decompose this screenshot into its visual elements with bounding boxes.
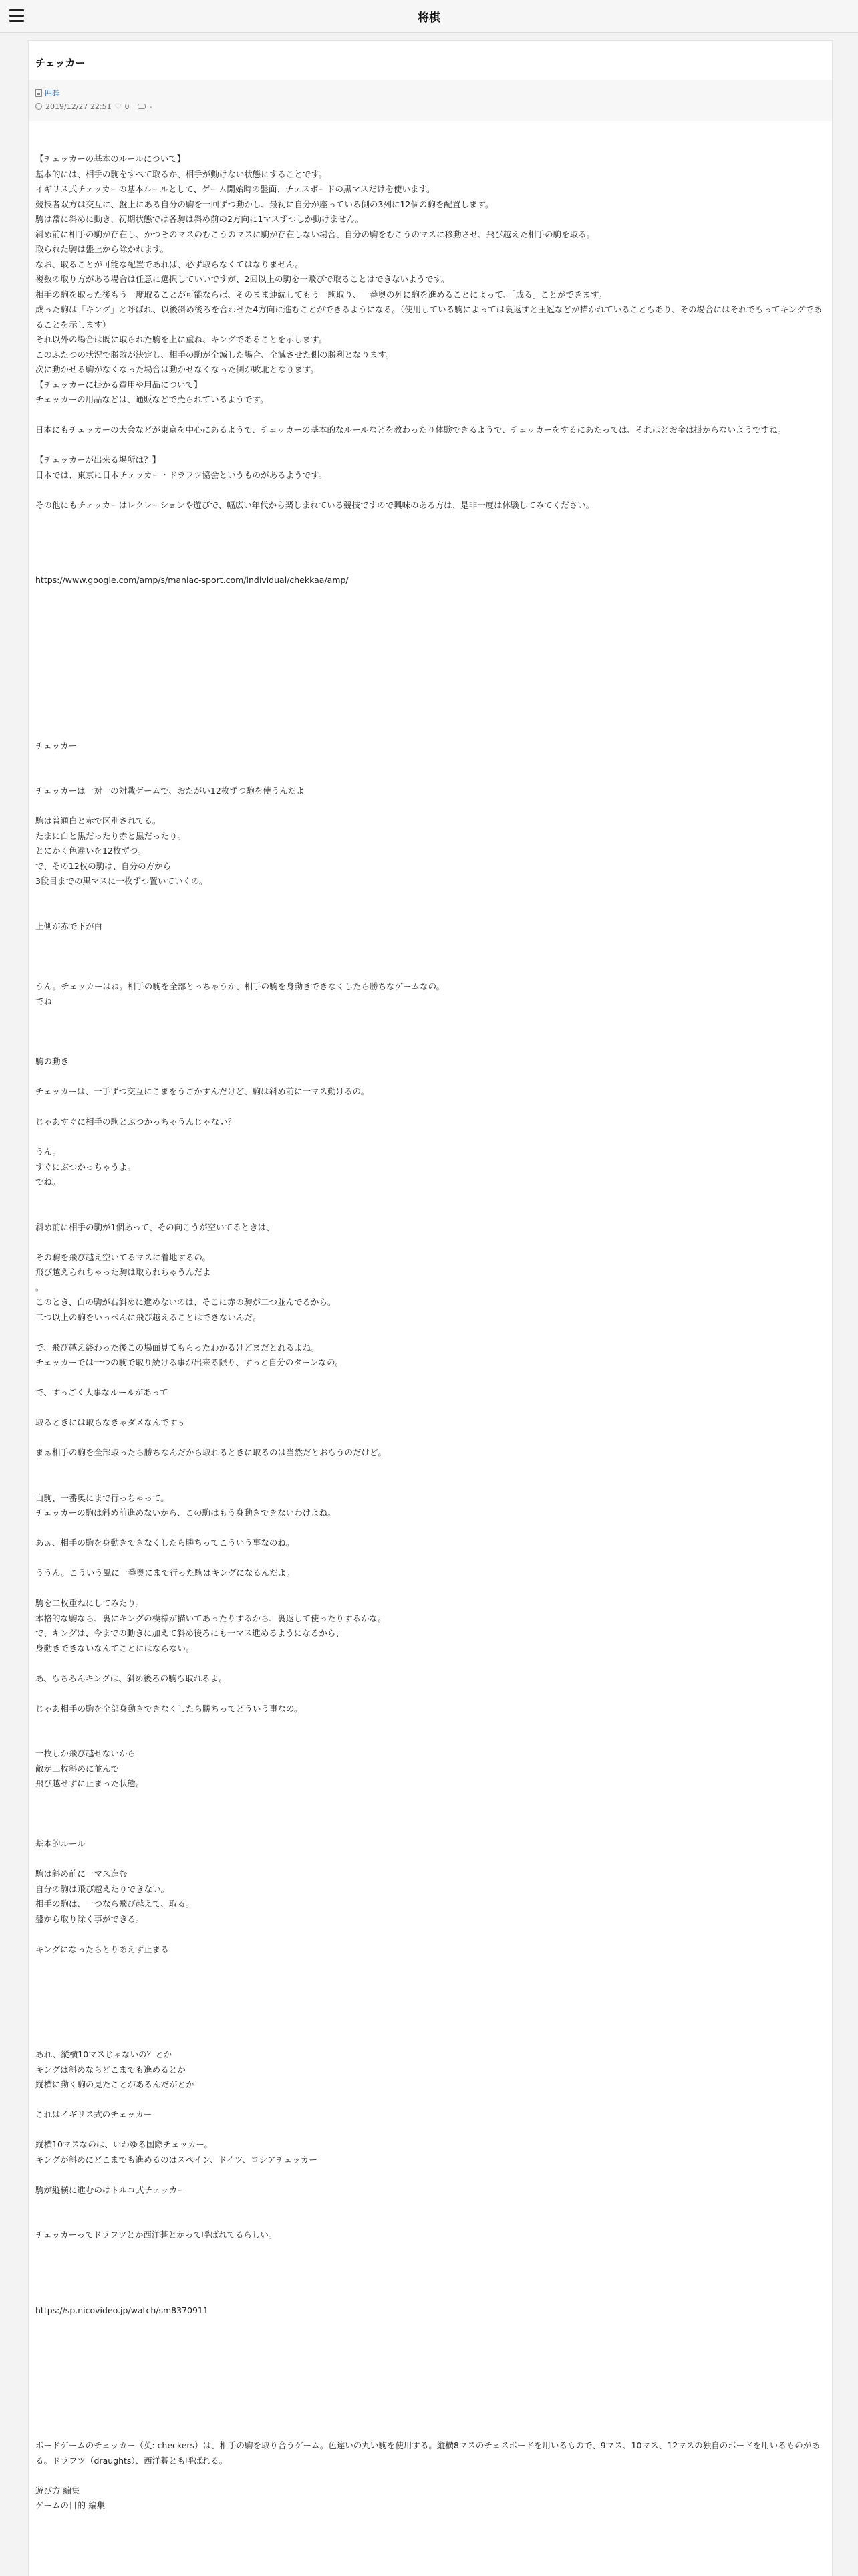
- article-line: [35, 2123, 825, 2138]
- article-line: [35, 1957, 825, 1972]
- article-body: [29, 121, 832, 2514]
- article-line: [35, 1010, 825, 1025]
- article-line: あ、もちろんキングは、斜め後ろの駒も取れるよ。: [35, 1673, 227, 1683]
- article-line: [35, 1325, 825, 1340]
- hamburger-menu-icon[interactable]: [9, 9, 24, 23]
- article-line: [35, 679, 825, 694]
- article-line: [35, 438, 825, 453]
- article-line: ボードゲームのチェッカー（英: checkers）は、相手の駒を取り合うゲーム。色違いの丸い駒を使用する。縦横8マスのチェスボードを用いるもので、9マス、10マス、12マスの独自のボードを用いるものがある。ドラフツ（draughts）、西洋碁とも呼ばれる。: [35, 2440, 820, 2466]
- article-line: 敵が二枚斜めに並んで: [35, 1763, 120, 1774]
- article-link[interactable]: https://www.google.com/amp/s/maniac-sport.com/individual/chekkaa/amp/: [35, 575, 349, 585]
- site-title: 将棋: [418, 11, 440, 25]
- article-line: で、キングは、今までの動きに加えて斜め後ろにも一マス進めるようになるから、: [35, 1628, 344, 1638]
- article-line: [35, 1371, 825, 1386]
- article-line: [35, 513, 825, 528]
- article-line: 取られた駒は盤上から除かれます。: [35, 244, 169, 254]
- heart-icon[interactable]: ♡: [114, 102, 122, 111]
- article-line: 基本的ルール: [35, 1839, 86, 1849]
- article-line: [35, 2168, 825, 2183]
- article-line: 複数の取り方がある場合は任意に選択していいですが、2回以上の駒を一飛びで取ることはできないようです。: [35, 274, 450, 284]
- article-line: 相手の駒を取った後もう一度取ることが可能ならば、そのまま連続してもう一駒取り、一番奥の列に駒を進めることによって、「成る」ことができます。: [35, 289, 607, 300]
- article-line: チェッカーは、一手ずつ交互にこまをうごかすんだけど、駒は斜め前に一マス動けるの。: [35, 1086, 370, 1096]
- article-line: [35, 2393, 825, 2409]
- article-line: [35, 709, 825, 724]
- comment-icon[interactable]: [138, 104, 146, 109]
- article-line: じゃあすぐに相手の駒とぶつかっちゃうんじゃない？: [35, 1117, 237, 1127]
- article-line: このとき、白の駒が右斜めに進めないのは、そこに赤の駒が二つ並んでるから。: [35, 1297, 336, 1307]
- article-line: [35, 2032, 825, 2048]
- article-line: チェッカーは一対一の対戦ゲームで、おたがい12枚ずつ駒を使うんだよ: [35, 786, 305, 796]
- article-line: [35, 2348, 825, 2363]
- category-icon: [35, 89, 42, 97]
- article-line: チェッカーの駒は斜め前進めないから、この駒はもう身動きできないわけよね。: [35, 1508, 336, 1518]
- article-line: キングになったらとりあえず止まる: [35, 1944, 169, 1954]
- article-line: [35, 723, 825, 739]
- article-line: 競技者双方は交互に、盤上にある自分の駒を一回ずつ動かし、最初に自分が座っている側の3列に12個の駒を配置します。: [35, 199, 494, 209]
- article-line: [35, 753, 825, 769]
- article-line: 3段目までの黒マスに一枚ずつ置いていくの。: [35, 876, 208, 886]
- article-line: [35, 1927, 825, 1942]
- article-line: [35, 2288, 825, 2303]
- post-meta: [29, 80, 832, 121]
- article-line: [35, 2017, 825, 2032]
- article-line: [35, 1024, 825, 1040]
- article-line: [35, 889, 825, 905]
- article-line: [35, 1716, 825, 1732]
- article-line: [35, 2273, 825, 2289]
- article-line: 斜め前に相手の駒が存在し、かつそのマスのむこうのマスに駒が存在しない場合、自分の駒をむこうのマスに移動させ、飛び越えた相手の駒を取る。: [35, 229, 595, 239]
- article-line: [35, 2258, 825, 2273]
- article-line: 斜め前に相手の駒が1個あって、その向こうが空いてるときは、: [35, 1221, 275, 1232]
- article-line: 成った駒は「キング」と呼ばれ、以後斜め後ろを合わせた4方向に進むことができるようになる。（使用している駒によっては裏返すと王冠などが描かれていることもあり、その場合にはそれでもってキングであることを示します）: [35, 304, 822, 330]
- article-line: [35, 1972, 825, 1988]
- article-line: 駒を二枚重ねにしてみたり。: [35, 1598, 144, 1608]
- article-line: キングが斜めにどこまでも進めるのはスペイン、ドイツ、ロシアチェッカー: [35, 2154, 317, 2165]
- article-line: [35, 1822, 825, 1837]
- article-line: でね: [35, 996, 53, 1006]
- article-line: 駒が縦横に進むのはトルコ式チェッカー: [35, 2184, 186, 2195]
- top-bar: [0, 0, 858, 33]
- post-date: 2019/12/27 22:51: [45, 102, 112, 111]
- article-line: [35, 2424, 825, 2439]
- article-line: [35, 408, 825, 423]
- article-line: [35, 964, 825, 979]
- article-line: [35, 1581, 825, 1597]
- article-line: ううん。こういう風に一番奥にまで行った駒はキングになるんだよ。: [35, 1568, 295, 1578]
- article-line: [35, 2093, 825, 2108]
- article-line: イギリス式チェッカーの基本ルールとして、ゲーム開始時の盤面、チェスボードの黒マスだけを使います。: [35, 184, 435, 194]
- article-line: [35, 1852, 825, 1867]
- article-line: 縦横10マスなのは、いわゆる国際チェッカー。: [35, 2139, 213, 2149]
- article-line: たまに白と黒だったり赤と黒だったり。: [35, 830, 186, 841]
- post-info: [35, 101, 825, 112]
- article-line: [35, 2378, 825, 2393]
- article-line: [35, 528, 825, 544]
- article-line: [35, 934, 825, 949]
- article-line: 飛び越せずに止まった状態。: [35, 1778, 144, 1788]
- article-line: [35, 1130, 825, 1145]
- article-line: なお、取ることが可能な配置であれば、必ず取らなくてはなりません。: [35, 259, 303, 269]
- clock-icon: [35, 103, 42, 110]
- article-line: 駒は斜め前に一マス進む: [35, 1869, 128, 1879]
- article-line: 上側が赤で下が白: [35, 921, 103, 931]
- article-line: [35, 543, 825, 558]
- category-link[interactable]: [35, 88, 825, 98]
- article-line: [35, 618, 825, 634]
- article-line: [35, 1686, 825, 1702]
- article-link[interactable]: https://sp.nicovideo.jp/watch/sm8370911: [35, 2305, 208, 2315]
- article-line: ゲームの目的 編集: [35, 2500, 105, 2510]
- article-line: [35, 2198, 825, 2213]
- article-line: [35, 2468, 825, 2484]
- article-line: すぐにぶつかっちゃうよ。: [35, 1161, 136, 1172]
- article-line: あれ、縦横10マスじゃないの？とか: [35, 2049, 172, 2059]
- article-line: [35, 2408, 825, 2424]
- article-line: 遊び方 編集: [35, 2485, 80, 2496]
- article-line: チェッカー: [35, 740, 78, 751]
- article-line: 日本にもチェッカーの大会などが東京を中心にあるようで、チェッカーの基本的なルールなどを教わったり体験できるようで、チェッカーをするにあたっては、それほどお金は掛からないようですね。: [35, 425, 786, 435]
- article-line: 【チェッカーに掛かる費用や用品について】: [35, 379, 202, 390]
- article-line: 二つ以上の駒をいっぺんに飛び越えることはできないんだ。: [35, 1312, 261, 1322]
- article-line: でね。: [35, 1177, 61, 1187]
- article-line: あぁ、相手の駒を身動きできなくしたら勝ちってこういう事なのね。: [35, 1538, 295, 1548]
- article-line: [35, 633, 825, 649]
- article-line: [35, 1190, 825, 1205]
- article-line: [35, 2213, 825, 2228]
- article-line: 駒は常に斜めに動き、初期状態では各駒は斜め前の2方向に1マスずつしか動けません。: [35, 214, 364, 224]
- article-line: その他にもチェッカーはレクレーションや遊びで、幅広い年代から楽しまれている競技ですので興味のある方は、是非一度は体験してみてください。: [35, 499, 595, 510]
- article-line: うん。: [35, 1147, 61, 1157]
- article-line: キングは斜めならどこまでも進めるとか: [35, 2064, 186, 2075]
- post-title: チェッカー: [35, 57, 86, 69]
- article-line: 取るときには取らなきゃダメなんですぅ: [35, 1417, 186, 1427]
- article-line: 盤から取り除く事ができる。: [35, 1913, 144, 1924]
- like-count: 0: [124, 102, 130, 111]
- article-line: [35, 2243, 825, 2258]
- article-line: [35, 588, 825, 604]
- article-line: [35, 1551, 825, 1566]
- article-line: [35, 904, 825, 919]
- article-line: 飛び越えられちゃった駒は取られちゃうんだよ: [35, 1267, 211, 1277]
- article-line: [35, 1040, 825, 1055]
- article-line: [35, 769, 825, 784]
- article-line: まぁ相手の駒を全部取ったら勝ちなんだから取れるときに取るのは当然だとおもうのだけど。: [35, 1447, 387, 1457]
- article-line: 縦横に動く駒の見たことがあるんだがとか: [35, 2079, 194, 2089]
- article-line: チェッカーでは一つの駒で取り続ける事が出来る限り、ずっと自分のターンなの。: [35, 1357, 343, 1367]
- article-line: [35, 558, 825, 574]
- article-line: [35, 649, 825, 664]
- article-line: [35, 603, 825, 618]
- article-line: とにかく色違いを12枚ずつ。: [35, 846, 146, 856]
- article-line: これはイギリス式のチェッカー: [35, 2109, 152, 2119]
- article-line: 身動きできないなんてことにはならない。: [35, 1643, 194, 1653]
- article-line: [35, 799, 825, 814]
- article-line: で、その12枚の駒は、自分の方から: [35, 860, 172, 871]
- article-line: 本格的な駒なら、裏にキングの模様が描いてあったりするから、裏返して使ったりするかな。: [35, 1613, 386, 1623]
- article-line: このふたつの状況で勝敗が決定し、相手の駒が全滅した場合、全滅させた側の勝利となります。: [35, 349, 394, 360]
- article-line: [35, 1987, 825, 2002]
- article-line: 一枚しか飛び越せないから: [35, 1748, 136, 1758]
- article-line: [35, 1431, 825, 1446]
- article-line: [35, 2318, 825, 2333]
- article-line: [35, 2333, 825, 2349]
- article-line: [35, 1461, 825, 1476]
- article-line: 駒の動き: [35, 1056, 69, 1066]
- article-card: [28, 40, 833, 2576]
- article-line: [35, 1792, 825, 1807]
- article-line: [35, 1100, 825, 1115]
- article-line: その駒を飛び越え空いてるマスに着地するの。: [35, 1252, 211, 1262]
- article-line: 日本では、東京に日本チェッカー・ドラフツ協会というものがあるようです。: [35, 469, 327, 480]
- article-line: [35, 663, 825, 679]
- article-line: [35, 483, 825, 498]
- comment-count: -: [149, 102, 152, 111]
- article-line: 駒は普通白と赤で区別されてる。: [35, 816, 161, 826]
- article-line: 基本的には、相手の駒をすべて取るか、相手が動けない状態にすることです。: [35, 168, 327, 179]
- article-line: うん。チェッカーはね。相手の駒を全部とっちゃうか、相手の駒を身動きできなくしたら勝ちなゲームなの。: [35, 981, 445, 991]
- article-line: 。: [35, 1282, 44, 1292]
- article-line: 相手の駒は、一つなら飛び越えて、取る。: [35, 1899, 194, 1909]
- article-line: それ以外の場合は既に取られた駒を上に重ね、キングであることを示します。: [35, 334, 327, 344]
- article-line: で、すっごく大事なルールがあって: [35, 1387, 168, 1397]
- article-line: チェッカーってドラフツとか西洋碁とかって呼ばれてるらしい。: [35, 2230, 277, 2240]
- article-line: [35, 1401, 825, 1416]
- article-line: 白駒、一番奥にまで行っちゃって。: [35, 1492, 169, 1503]
- article-line: [35, 1806, 825, 1822]
- article-line: [35, 2002, 825, 2018]
- article-line: [35, 1521, 825, 1536]
- article-line: [35, 1070, 825, 1085]
- article-line: チェッカーの用品などは、通販などで売られているようです。: [35, 394, 269, 404]
- article-line: [35, 1205, 825, 1220]
- article-line: [35, 1235, 825, 1250]
- article-line: 次に動かせる駒がなくなった場合は動かせなくなった側が敗北となります。: [35, 364, 319, 374]
- article-line: [35, 693, 825, 709]
- article-line: 【チェッカーの基本のルールについて】: [35, 154, 186, 164]
- article-line: [35, 1656, 825, 1671]
- article-line: [35, 1732, 825, 1747]
- category-label: 囲碁: [45, 89, 59, 98]
- article-line: [35, 2363, 825, 2379]
- article-line: で、飛び越え終わった後この場面見てもらったわかるけどまだとれるよね。: [35, 1342, 319, 1353]
- article-line: じゃあ相手の駒を全部身動きできなくしたら勝ちってどういう事なの。: [35, 1703, 303, 1714]
- article-line: 自分の駒は飛び越えたりできない。: [35, 1883, 170, 1894]
- article-line: [35, 949, 825, 965]
- article-line: [35, 1476, 825, 1491]
- article-line: 【チェッカーが出来る場所は？】: [35, 455, 161, 465]
